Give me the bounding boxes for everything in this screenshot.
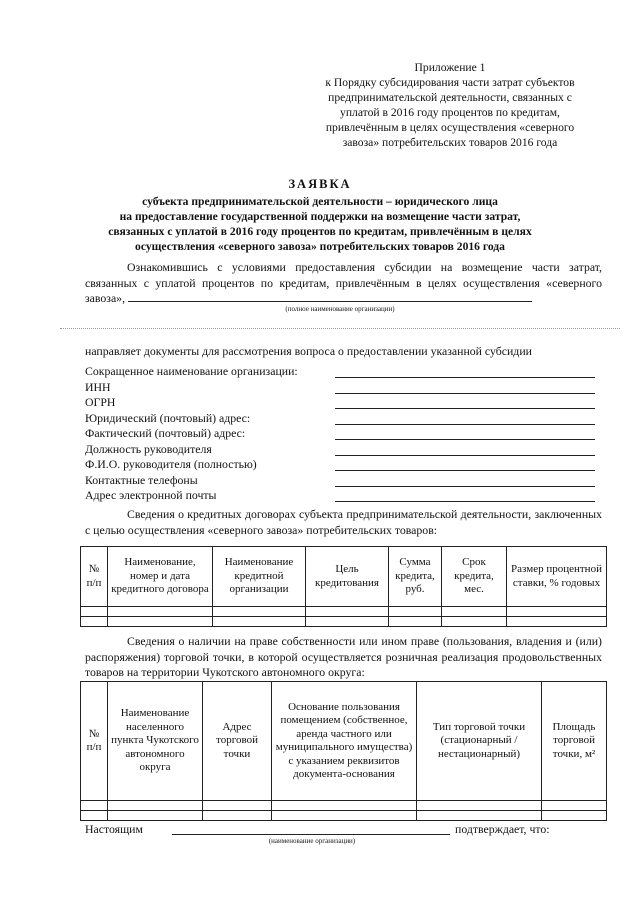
field-line-inn[interactable] <box>335 393 595 394</box>
credit-col-number: № п/п <box>81 547 108 607</box>
appendix-line: к Порядку субсидирования части затрат субъектов <box>325 76 575 89</box>
field-line-phones[interactable] <box>335 486 595 487</box>
field-line-actual-address[interactable] <box>335 439 595 440</box>
appendix-line: уплатой в 2016 году процентов по кредитам, <box>340 106 560 119</box>
table-row[interactable] <box>81 811 607 821</box>
property-table <box>80 681 607 821</box>
appendix-block <box>300 60 600 150</box>
subtitle-line: связанных с уплатой в 2016 году процентов по кредитам, привлечённым в целях <box>108 225 532 238</box>
credit-intro: Сведения о кредитных договорах субъекта предпринимательской деятельности, заключенных с целью осуществления «северного завоза» потребительских товаров: <box>85 507 602 537</box>
footer-right: подтверждает, что: <box>455 822 550 836</box>
property-col-basis: Основание пользования помещением (собственное, аренда частного или муниципального имущества) с указанием реквизитов документа-основания <box>272 682 417 801</box>
property-col-address: Адрес торговой точки <box>203 682 272 801</box>
credit-col-bank: Наименование кредитной организации <box>213 547 306 607</box>
credit-col-rate: Размер процентной ставки, % годовых <box>507 547 607 607</box>
sends-docs-text: направляет документы для рассмотрения вопроса о предоставлении указанной субсидии <box>85 344 532 358</box>
field-label-ogrn: ОГРН <box>85 395 116 409</box>
field-label-head-name: Ф.И.О. руководителя (полностью) <box>85 457 257 471</box>
org-fullname-hint: (полное наименование организации) <box>285 305 395 313</box>
field-label-legal-address: Юридический (почтовый) адрес: <box>85 411 251 425</box>
credit-col-purpose: Цель кредитования <box>306 547 389 607</box>
property-col-settlement: Наименование населенного пункта Чукотского автономного округа <box>108 682 203 801</box>
document-title: ЗАЯВКА <box>288 177 352 191</box>
field-label-inn: ИНН <box>85 380 111 394</box>
intro-text: Ознакомившись с условиями предоставления субсидии на возмещение части затрат, связанных с уплатой процентов по кредитам, привлечённым в целях осуществления «северного завоза», <box>85 260 602 305</box>
table-row[interactable] <box>81 801 607 811</box>
table-row[interactable] <box>81 607 607 617</box>
separator-line <box>60 328 620 329</box>
field-line-email[interactable] <box>335 501 595 502</box>
appendix-line: привлечённым в целях осуществления «северного <box>325 121 575 134</box>
field-label-email: Адрес электронной почты <box>85 488 217 502</box>
field-line-legal-address[interactable] <box>335 424 595 425</box>
intro-paragraph <box>85 260 602 307</box>
credit-table-header-row <box>81 547 607 607</box>
document-subtitle <box>80 194 560 254</box>
property-col-area: Площадь торговой точки, м² <box>542 682 607 801</box>
field-label-phones: Контактные телефоны <box>85 473 198 487</box>
subtitle-line: на предоставление государственной поддержки на возмещение части затрат, <box>119 210 521 223</box>
footer-org-line[interactable] <box>172 834 450 835</box>
credit-table <box>80 546 607 627</box>
credit-col-amount: Сумма кредита, руб. <box>389 547 442 607</box>
field-label-head-position: Должность руководителя <box>85 442 212 456</box>
field-line-head-position[interactable] <box>335 455 595 456</box>
footer-left: Настоящим <box>85 822 143 836</box>
field-label-short-name: Сокращенное наименование организации: <box>85 364 298 378</box>
field-line-ogrn[interactable] <box>335 408 595 409</box>
credit-col-term: Срок кредита, мес. <box>442 547 507 607</box>
appendix-line: завоза» потребительских товаров 2016 года <box>342 136 558 149</box>
footer-org-hint: (наименование организации) <box>268 837 356 845</box>
field-line-head-name[interactable] <box>335 470 595 471</box>
org-fullname-line[interactable] <box>128 301 532 302</box>
subtitle-line: осуществления «северного завоза» потребительских товаров 2016 года <box>135 240 505 253</box>
property-col-type: Тип торговой точки (стационарный / нестационарный) <box>417 682 542 801</box>
table-row[interactable] <box>81 617 607 627</box>
property-intro: Сведения о наличии на праве собственности или ином праве (пользования, владения и (или) распоряжения) торговой точки, в которой осуществляется розничная реализация продовольственных товаров на территории Чукотского автономного округа: <box>85 634 602 679</box>
appendix-line: Приложение 1 <box>414 61 486 74</box>
field-label-actual-address: Фактический (почтовый) адрес: <box>85 426 246 440</box>
subtitle-line: субъекта предпринимательской деятельности – юридического лица <box>142 195 498 208</box>
field-line-short-name[interactable] <box>335 377 595 378</box>
property-col-number: № п/п <box>81 682 108 801</box>
credit-col-agreement: Наименование, номер и дата кредитного договора <box>108 547 213 607</box>
property-table-header-row <box>81 682 607 801</box>
appendix-line: предпринимательской деятельности, связанных с <box>328 91 572 104</box>
